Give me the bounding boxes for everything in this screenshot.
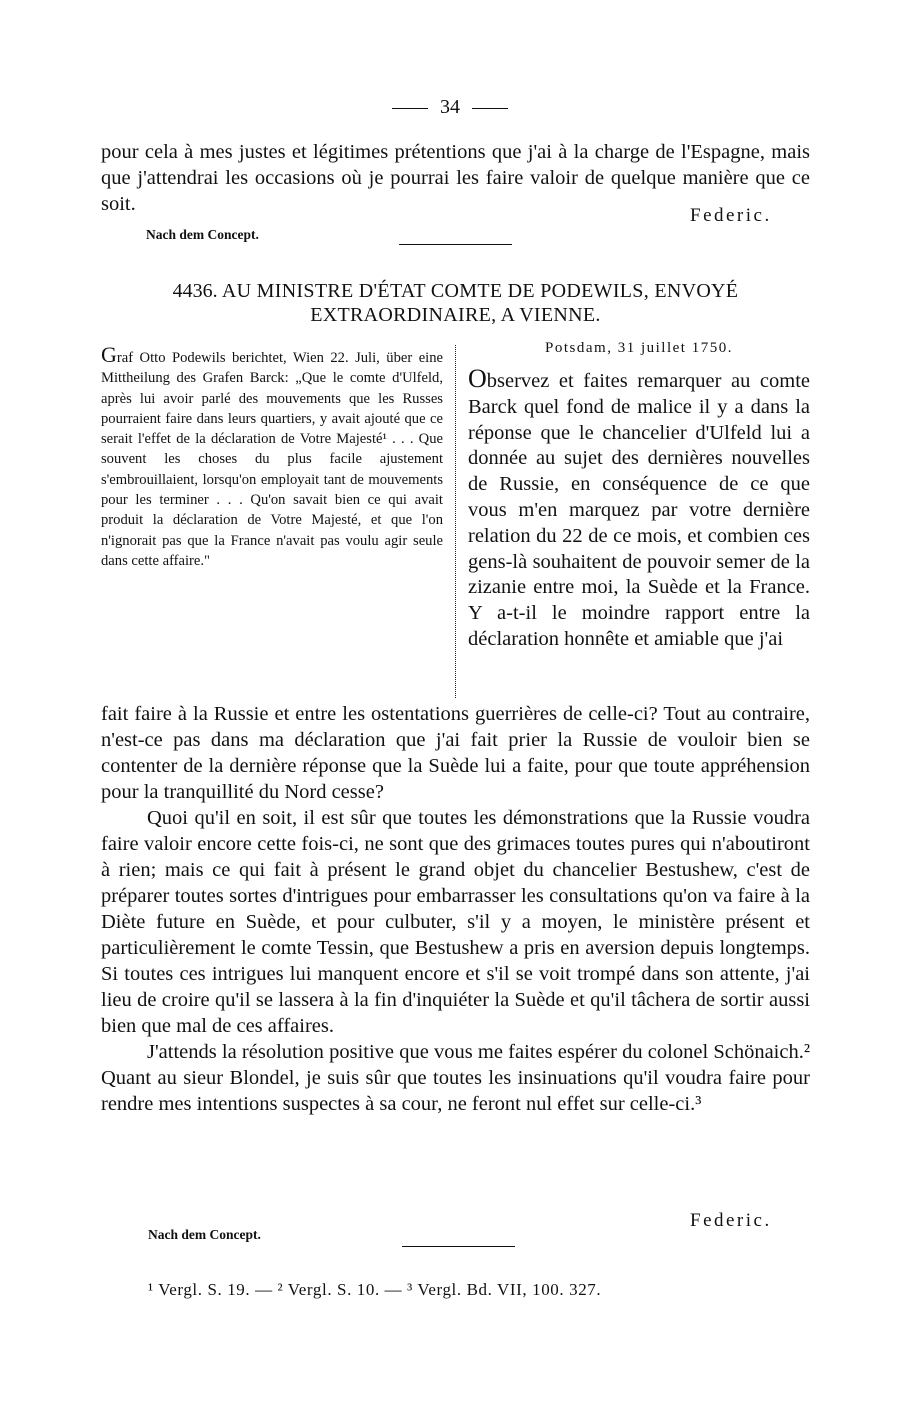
body-paragraph-1-end: fait faire à la Russie et entre les ostentations guerrières de celle-ci? Tout au contraire, n'est-ce pas dans ma déclaration que j'ai fait prier la Russie de vouloir bien se contenter de la dernière réponse que la Suède lui a faite, pour que toute appréhension pour la tranquillité du Nord cesse?	[101, 703, 810, 803]
source-note-second: Nach dem Concept.	[148, 1227, 261, 1242]
page-number-dash-right	[472, 108, 508, 109]
report-summary	[101, 342, 443, 571]
body-paragraph-3: J'attends la résolution positive que vous me faites espérer du colonel Schönaich.² Quant au sieur Blondel, je suis sûr que toutes les insinuations qu'il voudra faire pour rendre mes intentions suspectes à sa cour, ne feront nul effet sur celle-ci.³	[101, 1041, 810, 1115]
heading-line-1	[101, 279, 810, 303]
summary-initial: G	[101, 342, 117, 367]
page-number: 34	[440, 96, 460, 118]
body-initial: O	[468, 364, 487, 393]
body-paragraph-2: Quoi qu'il en soit, il est sûr que toutes les démonstrations que la Russie voudra faire valoir encore cette fois-ci, ne sont que des grimaces toutes pures qui n'aboutiront à rien; mais ce qui fait à présent le grand objet du chancelier Bestushew, c'est de préparer toutes sortes d'intrigues pour embarrasser les consultations qu'on va faire à la Diète future en Suède, et pour culbuter, s'il y a moyen, le ministère présent et particulièrement le comte Tessin, que Bestushew a pris en aversion depuis longtemps. Si toutes ces intrigues lui manquent encore et s'il se voit trompé dans son attente, j'ai lieu de croire qu'il se lassera à la fin d'inquiéter la Suède et qu'il tâchera de sortir aussi bien que mal de ces affaires.	[101, 807, 810, 1037]
column-divider	[455, 345, 456, 698]
heading-text-1: AU MINISTRE D'ÉTAT COMTE DE PODEWILS, ENVOYÉ	[221, 280, 739, 302]
footnotes: ¹ Vergl. S. 19. — ² Vergl. S. 10. — ³ Vergl. Bd. VII, 100. 327.	[148, 1280, 602, 1299]
summary-text: raf Otto Podewils berichtet, Wien 22. Juli, über eine Mittheilung des Grafen Barck: „Que le comte d'Ulfeld, après lui avoir parlé des mouvements que les Russes pourraient faire dans leurs quartiers, y avait ajouté que ce serait l'effet de la déclaration de Votre Majesté¹ . . . Que souvent les choses du plus facile ajustement s'embrouillaient, lorsqu'on employait tant de mouvements pour les terminer . . . Qu'on savait bien ce qui avait produit la déclaration de Votre Majesté, et que l'on n'ignorait pas que la France n'avait pas voulu agir seule dans cette affaire."	[101, 350, 443, 569]
source-note-first: Nach dem Concept.	[146, 227, 259, 242]
separator-rule-2	[402, 1246, 515, 1247]
letter-number: 4436.	[172, 280, 218, 302]
body-column-text: bservez et faites remarquer au comte Barck quel fond de malice il y a dans la réponse que le chancelier d'Ulfeld lui a donnée au sujet des dernières nouvelles de Russie, en conséquence de ce que vous m'en marquez par votre dernière relation du 22 de ce mois, et combien ces gens-là souhaitent de pouvoir semer de la zizanie entre moi, la Suède et la France. Y a-t-il le moindre rapport entre la déclaration honnête et amiable que j'ai	[468, 370, 810, 650]
signature-second: Federic.	[690, 1210, 772, 1231]
letter-body-full	[101, 701, 810, 1117]
page-number-dash-left	[392, 108, 428, 109]
heading-line-2: EXTRAORDINAIRE, A VIENNE.	[310, 304, 601, 326]
signature-first: Federic.	[690, 205, 772, 226]
letter-body-column	[468, 366, 810, 653]
letter-heading	[101, 279, 810, 327]
continuation-paragraph: pour cela à mes justes et légitimes prétentions que j'ai à la charge de l'Espagne, mais que j'attendrai les occasions où je pourrai les faire valoir de quelque manière que ce soit.	[101, 141, 810, 215]
separator-rule-1	[399, 244, 512, 245]
page-number-line	[0, 96, 900, 119]
dateline: Potsdam, 31 juillet 1750.	[545, 340, 733, 356]
